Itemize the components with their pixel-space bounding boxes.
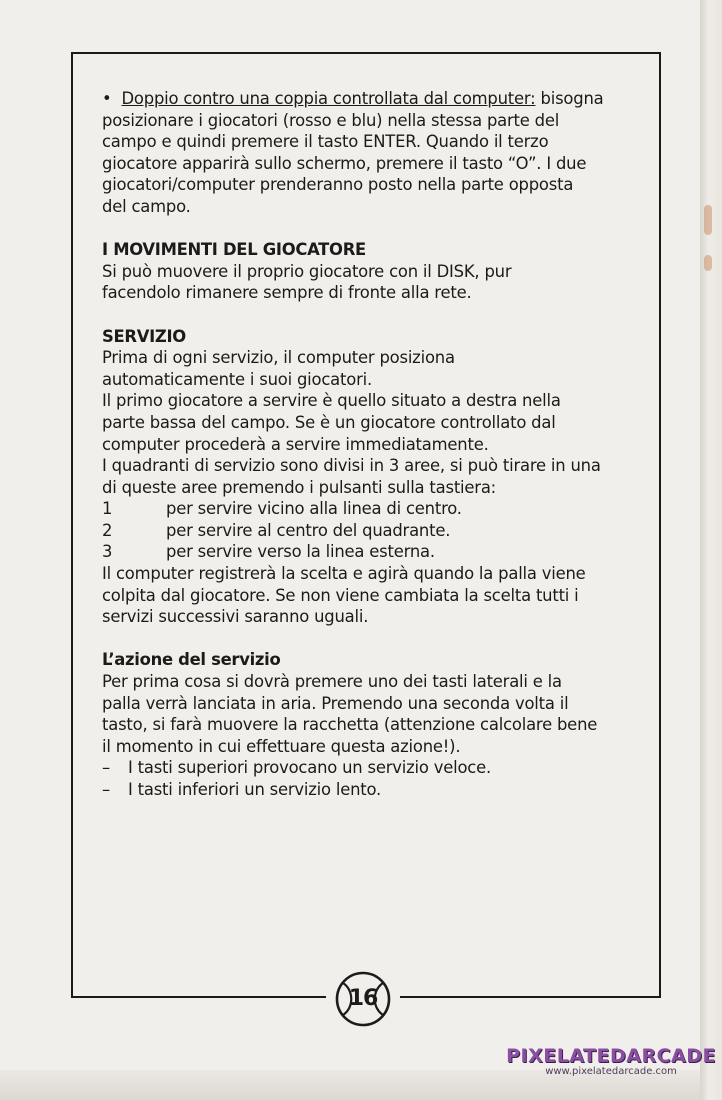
intro-first-line-end: bisogna (535, 89, 604, 108)
action-item-text: I tasti inferiori un servizio lento. (128, 780, 382, 799)
action-item (102, 779, 658, 801)
tennis-ball-page-badge (334, 970, 392, 1028)
service-option-key: 2 (102, 520, 113, 540)
action-heading: L’azione del servizio (102, 650, 281, 670)
service-option-text: per servire al centro del quadrante. (166, 520, 451, 540)
intro-line: posizionare i giocatori (rosso e blu) nella stessa parte del (102, 110, 560, 130)
dash-marker: – (102, 780, 110, 799)
service-closing-line: servizi successivi saranno uguali. (102, 607, 369, 627)
action-line: Per prima cosa si dovrà premere uno dei tasti laterali e la (102, 672, 562, 692)
service-line: Prima di ogni servizio, il computer posiziona (102, 348, 455, 368)
action-line: tasto, si farà muovere la racchetta (attenzione calcolare bene (102, 715, 598, 735)
service-option (102, 520, 658, 542)
movements-line: Si può muovere il proprio giocatore con il DISK, pur (102, 261, 512, 281)
intro-line: del campo. (102, 196, 191, 216)
service-option-text: per servire verso la linea esterna. (166, 542, 435, 562)
manual-content (102, 88, 658, 801)
dash-marker: – (102, 758, 110, 778)
service-line: di queste aree premendo i pulsanti sulla tastiera: (102, 477, 496, 497)
action-item (102, 757, 658, 779)
service-option (102, 541, 658, 563)
service-option-key: 1 (102, 499, 113, 519)
service-option-text: per servire vicino alla linea di centro. (166, 499, 462, 519)
service-option-key: 3 (102, 542, 113, 562)
stain-mark (704, 255, 712, 271)
service-line: parte bassa del campo. Se è un giocatore controllato dal (102, 412, 556, 432)
action-line: palla verrà lanciata in aria. Premendo una seconda volta il (102, 693, 569, 713)
service-line: computer procederà a servire immediatamente. (102, 434, 489, 454)
service-line: I quadranti di servizio sono divisi in 3 aree, si può tirare in una (102, 456, 601, 476)
service-option (102, 498, 658, 520)
action-line: il momento in cui effettuare questa azione!). (102, 736, 461, 756)
stain-mark (704, 205, 712, 235)
service-closing-line: colpita dal giocatore. Se non viene cambiata la scelta tutti i (102, 585, 579, 605)
action-item-text: I tasti superiori provocano un servizio veloce. (128, 758, 491, 778)
movements-heading: I MOVIMENTI DEL GIOCATORE (102, 240, 366, 260)
service-closing-line: Il computer registrerà la scelta e agirà quando la palla viene (102, 564, 586, 584)
watermark (506, 1046, 716, 1078)
movements-line: facendolo rimanere sempre di fronte alla rete. (102, 283, 472, 303)
service-line: automaticamente i suoi giocatori. (102, 369, 372, 389)
intro-line: giocatori/computer prenderanno posto nella parte opposta (102, 175, 574, 195)
intro-line: campo e quindi premere il tasto ENTER. Quando il terzo (102, 132, 549, 152)
intro-paragraph (102, 88, 658, 110)
bullet: • (102, 89, 112, 108)
page-number-area (326, 969, 400, 1029)
watermark-title: PIXELATEDARCADE (506, 1045, 716, 1067)
page-number: 16 (348, 986, 378, 1011)
watermark-url: www.pixelatedarcade.com (545, 1066, 677, 1077)
intro-lead: Doppio contro una coppia controllata dal computer: (121, 89, 536, 108)
intro-line: giocatore apparirà sullo schermo, premere il tasto “O”. I due (102, 153, 587, 173)
next-page-edge (700, 0, 722, 1100)
service-line: Il primo giocatore a servire è quello situato a destra nella (102, 391, 561, 411)
service-heading: SERVIZIO (102, 326, 186, 346)
